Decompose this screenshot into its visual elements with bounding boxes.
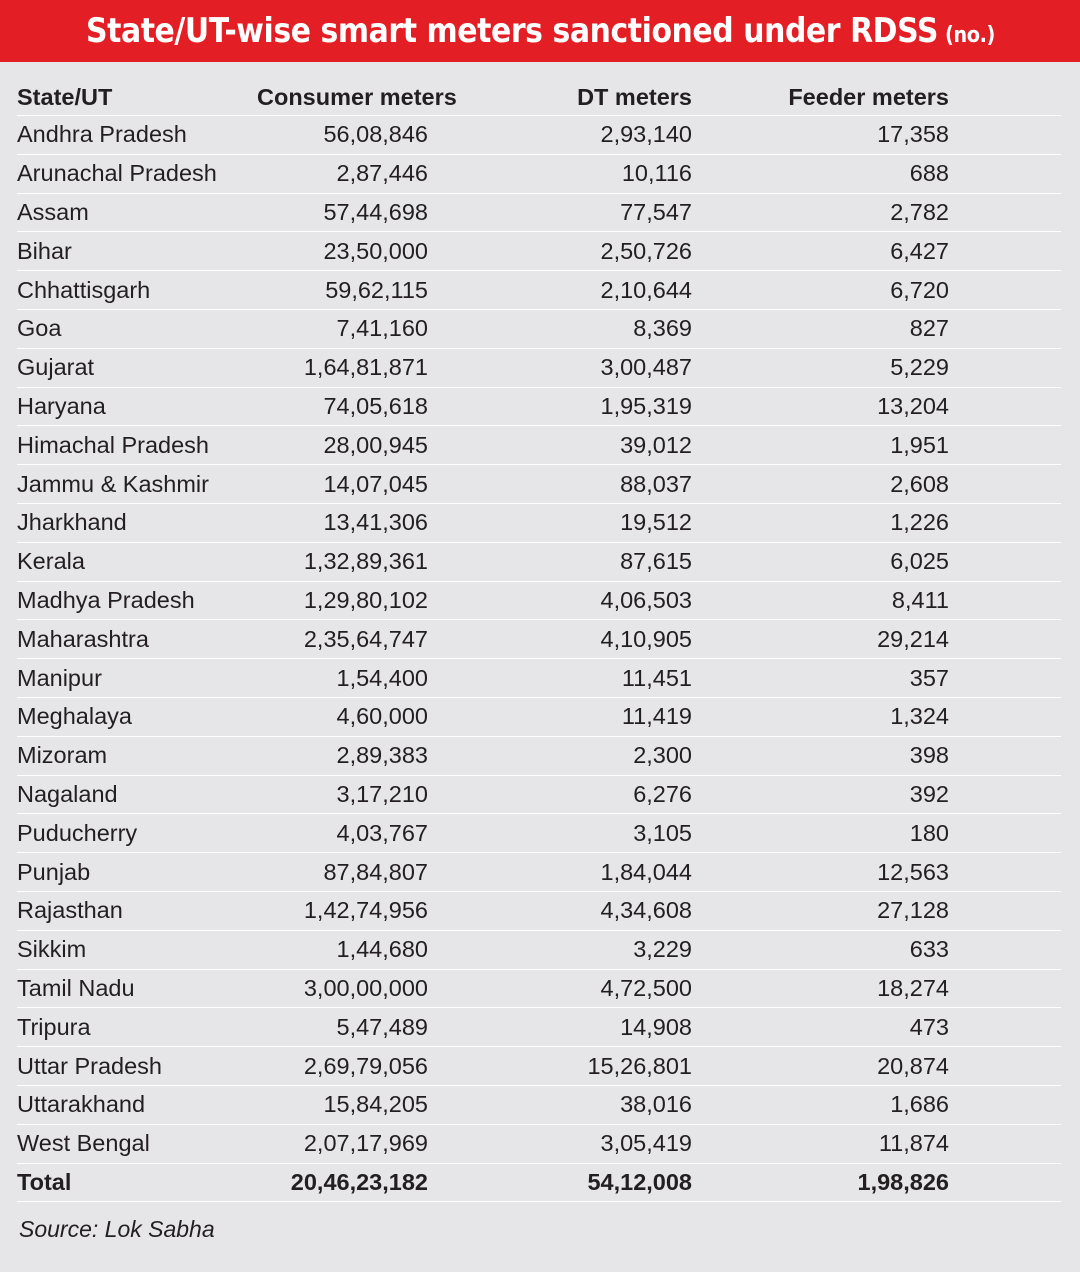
state-cell: Mizoram [17,736,257,775]
consumer-meters-cell: 3,17,210 [257,775,428,814]
state-cell: Chhattisgarh [17,271,257,310]
table-row [17,736,1061,775]
table-row [17,465,1061,504]
table-row [17,1085,1061,1124]
state-cell: Arunachal Pradesh [17,154,257,193]
row-spacer [949,116,1061,155]
consumer-meters-cell: 4,03,767 [257,814,428,853]
total-row [17,1163,1061,1202]
row-spacer [949,1085,1061,1124]
table-row [17,387,1061,426]
feeder-meters-cell: 13,204 [692,387,949,426]
dt-meters-cell: 11,419 [428,697,692,736]
row-spacer [949,736,1061,775]
dt-meters-cell: 87,615 [428,542,692,581]
title-unit: (no.) [944,23,995,48]
feeder-meters-cell: 473 [692,1008,949,1047]
state-cell: Uttarakhand [17,1085,257,1124]
row-spacer [949,1124,1061,1163]
consumer-meters-cell: 28,00,945 [257,426,428,465]
state-cell: Uttar Pradesh [17,1047,257,1086]
consumer-meters-cell: 13,41,306 [257,503,428,542]
consumer-meters-cell: 87,84,807 [257,853,428,892]
consumer-meters-cell: 20,46,23,182 [257,1163,428,1202]
dt-meters-cell: 10,116 [428,154,692,193]
row-spacer [949,465,1061,504]
table-row [17,154,1061,193]
feeder-meters-cell: 688 [692,154,949,193]
state-cell: Rajasthan [17,891,257,930]
consumer-meters-cell: 1,64,81,871 [257,348,428,387]
feeder-meters-cell: 1,686 [692,1085,949,1124]
state-cell: Manipur [17,659,257,698]
consumer-meters-cell: 2,87,446 [257,154,428,193]
feeder-meters-cell: 5,229 [692,348,949,387]
table-row [17,116,1061,155]
state-cell: Nagaland [17,775,257,814]
state-cell: Gujarat [17,348,257,387]
dt-meters-cell: 11,451 [428,659,692,698]
dt-meters-cell: 3,05,419 [428,1124,692,1163]
feeder-meters-cell: 1,226 [692,503,949,542]
dt-meters-cell: 3,105 [428,814,692,853]
smart-meters-table [17,79,1061,1202]
table-row [17,620,1061,659]
feeder-meters-cell: 6,720 [692,271,949,310]
feeder-meters-cell: 20,874 [692,1047,949,1086]
state-cell: Puducherry [17,814,257,853]
row-spacer [949,814,1061,853]
feeder-meters-cell: 1,98,826 [692,1163,949,1202]
table-row [17,1047,1061,1086]
feeder-meters-cell: 1,324 [692,697,949,736]
header-spacer [949,79,1061,116]
feeder-meters-cell: 17,358 [692,116,949,155]
table-row [17,348,1061,387]
dt-meters-cell: 54,12,008 [428,1163,692,1202]
dt-meters-cell: 19,512 [428,503,692,542]
row-spacer [949,1163,1061,1202]
feeder-meters-cell: 633 [692,930,949,969]
dt-meters-cell: 2,300 [428,736,692,775]
state-cell: Meghalaya [17,697,257,736]
dt-meters-cell: 3,229 [428,930,692,969]
dt-meters-cell: 2,10,644 [428,271,692,310]
table-row [17,271,1061,310]
consumer-meters-cell: 15,84,205 [257,1085,428,1124]
consumer-meters-cell: 74,05,618 [257,387,428,426]
feeder-meters-cell: 827 [692,309,949,348]
feeder-meters-cell: 29,214 [692,620,949,659]
header-state: State/UT [17,79,257,116]
dt-meters-cell: 15,26,801 [428,1047,692,1086]
dt-meters-cell: 8,369 [428,309,692,348]
consumer-meters-cell: 7,41,160 [257,309,428,348]
source-note: Source: Lok Sabha [19,1216,215,1242]
consumer-meters-cell: 1,32,89,361 [257,542,428,581]
consumer-meters-cell: 1,44,680 [257,930,428,969]
title-bar [0,0,1080,62]
row-spacer [949,348,1061,387]
state-cell: Total [17,1163,257,1202]
dt-meters-cell: 4,06,503 [428,581,692,620]
row-spacer [949,853,1061,892]
consumer-meters-cell: 56,08,846 [257,116,428,155]
state-cell: Himachal Pradesh [17,426,257,465]
dt-meters-cell: 14,908 [428,1008,692,1047]
feeder-meters-cell: 27,128 [692,891,949,930]
feeder-meters-cell: 392 [692,775,949,814]
table-header-row [17,79,1061,116]
consumer-meters-cell: 1,42,74,956 [257,891,428,930]
table-row [17,814,1061,853]
state-cell: Maharashtra [17,620,257,659]
state-cell: Kerala [17,542,257,581]
row-spacer [949,659,1061,698]
row-spacer [949,154,1061,193]
table-row [17,542,1061,581]
row-spacer [949,387,1061,426]
dt-meters-cell: 6,276 [428,775,692,814]
row-spacer [949,309,1061,348]
table-row [17,891,1061,930]
consumer-meters-cell: 1,29,80,102 [257,581,428,620]
consumer-meters-cell: 2,69,79,056 [257,1047,428,1086]
row-spacer [949,503,1061,542]
state-cell: Madhya Pradesh [17,581,257,620]
feeder-meters-cell: 2,608 [692,465,949,504]
dt-meters-cell: 77,547 [428,193,692,232]
feeder-meters-cell: 11,874 [692,1124,949,1163]
table-row [17,426,1061,465]
state-cell: West Bengal [17,1124,257,1163]
page-title [86,11,995,51]
dt-meters-cell: 4,34,608 [428,891,692,930]
consumer-meters-cell: 23,50,000 [257,232,428,271]
row-spacer [949,581,1061,620]
table-row [17,1008,1061,1047]
row-spacer [949,193,1061,232]
feeder-meters-cell: 1,951 [692,426,949,465]
consumer-meters-cell: 4,60,000 [257,697,428,736]
feeder-meters-cell: 12,563 [692,853,949,892]
row-spacer [949,969,1061,1008]
table-row [17,503,1061,542]
state-cell: Punjab [17,853,257,892]
dt-meters-cell: 88,037 [428,465,692,504]
header-feeder-meters: Feeder meters [692,79,949,116]
feeder-meters-cell: 18,274 [692,969,949,1008]
row-spacer [949,426,1061,465]
state-cell: Goa [17,309,257,348]
state-cell: Tamil Nadu [17,969,257,1008]
row-spacer [949,775,1061,814]
row-spacer [949,891,1061,930]
table-row [17,853,1061,892]
header-dt-meters: DT meters [428,79,692,116]
consumer-meters-cell: 14,07,045 [257,465,428,504]
feeder-meters-cell: 180 [692,814,949,853]
dt-meters-cell: 38,016 [428,1085,692,1124]
consumer-meters-cell: 2,35,64,747 [257,620,428,659]
dt-meters-cell: 4,10,905 [428,620,692,659]
row-spacer [949,930,1061,969]
feeder-meters-cell: 2,782 [692,193,949,232]
state-cell: Jharkhand [17,503,257,542]
table-row [17,697,1061,736]
dt-meters-cell: 39,012 [428,426,692,465]
header-consumer-meters: Consumer meters [257,79,428,116]
state-cell: Andhra Pradesh [17,116,257,155]
row-spacer [949,271,1061,310]
table-row [17,969,1061,1008]
table-row [17,309,1061,348]
feeder-meters-cell: 398 [692,736,949,775]
row-spacer [949,620,1061,659]
feeder-meters-cell: 6,025 [692,542,949,581]
table-row [17,232,1061,271]
dt-meters-cell: 1,84,044 [428,853,692,892]
state-cell: Haryana [17,387,257,426]
dt-meters-cell: 2,93,140 [428,116,692,155]
table-row [17,193,1061,232]
dt-meters-cell: 1,95,319 [428,387,692,426]
consumer-meters-cell: 5,47,489 [257,1008,428,1047]
feeder-meters-cell: 6,427 [692,232,949,271]
consumer-meters-cell: 2,07,17,969 [257,1124,428,1163]
table-row [17,775,1061,814]
consumer-meters-cell: 57,44,698 [257,193,428,232]
state-cell: Bihar [17,232,257,271]
dt-meters-cell: 2,50,726 [428,232,692,271]
state-cell: Jammu & Kashmir [17,465,257,504]
row-spacer [949,542,1061,581]
row-spacer [949,697,1061,736]
state-cell: Assam [17,193,257,232]
consumer-meters-cell: 2,89,383 [257,736,428,775]
table-row [17,659,1061,698]
state-cell: Tripura [17,1008,257,1047]
state-cell: Sikkim [17,930,257,969]
table-body [17,116,1061,1202]
title-main: State/UT-wise smart meters sanctioned under RDSS [85,11,938,51]
row-spacer [949,232,1061,271]
table-row [17,1124,1061,1163]
row-spacer [949,1047,1061,1086]
dt-meters-cell: 3,00,487 [428,348,692,387]
table-row [17,930,1061,969]
consumer-meters-cell: 1,54,400 [257,659,428,698]
dt-meters-cell: 4,72,500 [428,969,692,1008]
feeder-meters-cell: 8,411 [692,581,949,620]
consumer-meters-cell: 3,00,00,000 [257,969,428,1008]
consumer-meters-cell: 59,62,115 [257,271,428,310]
row-spacer [949,1008,1061,1047]
table-row [17,581,1061,620]
feeder-meters-cell: 357 [692,659,949,698]
